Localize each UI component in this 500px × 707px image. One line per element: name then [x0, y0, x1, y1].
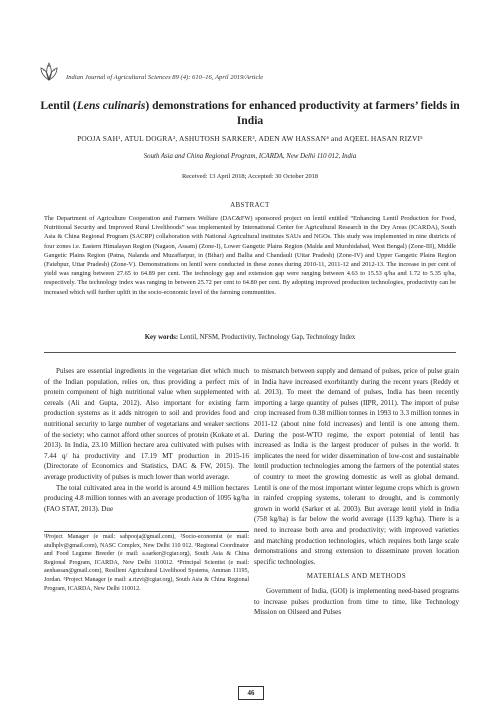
author-list: POOJA SAH¹, ATUL DOGRA², ASHUTOSH SARKER³, ADEN AW HASSAN⁴ and AQEEL HASAN RIZVI⁵ [77, 134, 423, 143]
section-divider [44, 352, 456, 353]
paper-title [40, 98, 460, 128]
footnote-divider [44, 531, 249, 532]
keywords-line [40, 334, 460, 341]
section-heading: MATERIALS AND METHODS [306, 573, 407, 580]
keywords-text: Lentil, NFSM, Productivity, Technology Gap, Technology Index [179, 334, 356, 341]
right-column-lower [254, 586, 459, 618]
left-column [44, 366, 249, 514]
received-dates: Received: 13 April 2018; Accepted: 30 October 2018 [181, 173, 319, 180]
body-paragraph: Government of India, (GOI) is implementing need-based programs to increase pulses production from time to time, like Technology Mission on Oilseed and Pulses [254, 587, 459, 617]
right-column [254, 366, 459, 567]
footnote: ¹Project Manager (e mail: sahpooja@gmail.com), ²Socio-economist (e mail: atulhplv@gmail.com), NASC Complex, New Delhi 110 012. ³Regional Coordinator and Food Legume Breeder (e mail: a.sarker@cgiar.org), South Asia & China Regional Program, ICARDA, New Delhi 110012. ⁴Principal Scientist (e mail: aenhassan@gmail.com), Resilient Agricultural Livelihood Systems, Amman 11195, Jordan. ⁵Project Manager (e mail: a.rizvi@cgiar.org), South Asia & China Regional Program, ICARDA, New Delhi 110012. [44, 534, 249, 592]
journal-logo-icon [38, 60, 60, 82]
affiliation: South Asia and China Regional Program, ICARDA, New Delhi 110 012, India [143, 153, 357, 160]
journal-citation: Indian Journal of Agricultural Sciences 89 (4): 610–16, April 2019/Article [66, 74, 264, 81]
keywords-label: Key words: [144, 334, 179, 341]
abstract-heading: ABSTRACT [230, 202, 270, 209]
title-part: Lentil ( [40, 99, 77, 112]
body-paragraph: Pulses are essential ingredients in the vegetarian diet which much of the Indian population, relies on, thus providing a perfect mix of protein component of high nutritional value when supplemented with cereals (Ali and Gupta, 2012). Also important for existing farm production systems as it adds nitrogen to soil and provides food and nutritional security to large number of vegetarians and weaker sections of the society; who cannot afford other sources of protein (Kokate et al. 2013). In India, 23.10 Million hectare area cultivated with pulses with 7.44 q/ ha productivity and 17.19 MT production in 2015-16 (Directorate of Economics and Statistics, DAC & FW, 2015). The average productivity of pulses is much lower than world average. [44, 367, 249, 481]
body-paragraph: to mismatch between supply and demand of pulses, price of pulse grain in India have increased exorbitantly during the recent years (Reddy et al. 2013). To meet the demand of pulses, India has been recently importing a large quantity of pulses (IIPR, 2011). The import of pulse crop increased from 0.38 million tonnes in 1993 to 3.3 million tonnes in 2011-12 (about nine fold increases) and lentil is one among them. During the post-WTO regime, the export potential of lentil has increased as India is the largest producer of pulses in the world. It implicates the need for wider dissemination of low-cost and sustainable lentil production technologies among the farmers of the potential states of country to meet the growing domestic as well as global demand. Lentil is one of the most important winter legume crops which is grown in rainfed cropping systems, tolerant to drought, and is commonly grown in world (Sarker et al. 2003). But average lentil yield in India (758 kg/ha) is far below the world average (1139 kg/ha). There is a need to increase both area and productivity; with improved varieties and matching production technologies, which requires both large scale demonstrations and strong extension to disseminate proven location specific technologies. [254, 367, 459, 566]
abstract-body: The Department of Agriculture Cooperation and Farmers Welfare (DAC&FW) sponsored project on lentil entitled “Enhancing Lentil Production for Food, Nutritional Security and Improved Rural Livelihoods” was implemented by International Center for Agricultural Research in the Dry Areas (ICARDA), South Asia & China Regional Program (SACRP) collaboration with National Agricultural institutes SAUs and NGOs. This study was implemented in nine districts of four zones i.e. Eastern Himalayan Region (Nagaon, Assam) (Zone-I), Lower Gangetic Plains Region (Malda and Murshidabad, West Bengal) (Zone-III), Middle Gangetic Plains Region (Patna, Nalanda and Muzaffarpur, in (Bihar) and Ballia and Chandauli (Uttar Pradesh) (Zone-IV) and Upper Gangetic Plains Region (Fatehpur, Uttar Pradesh) (Zone-V). Demonstrations on lentil were conducted in these zones during 2010-11, 2011-12 and 2012-13. The increase in per cent of yield was ranging between 27.65 to 64.89 per cent. The technology gap and extension gap were ranging between 4.63 to 15.53 q/ha and 1.72 to 5.35 q/ha, respectively. The technology index was ranging in between 25.72 per cent to 64.80 per cent. By adopting improved production technologies, productivity can be increased which will further uplift in the socio-economic level of the farming communities. [44, 215, 456, 296]
title-part: ) demonstrations for enhanced productivity at farmers’ fields in India [145, 99, 460, 127]
body-paragraph: The total cultivated area in the world is around 4.9 million hectares producing 4.8 million tonnes with an average production of 1095 kg/ha (FAO STAT, 2013). Due [44, 483, 249, 513]
title-species: Lens culinaris [76, 99, 146, 112]
page-number: 46 [238, 686, 264, 700]
